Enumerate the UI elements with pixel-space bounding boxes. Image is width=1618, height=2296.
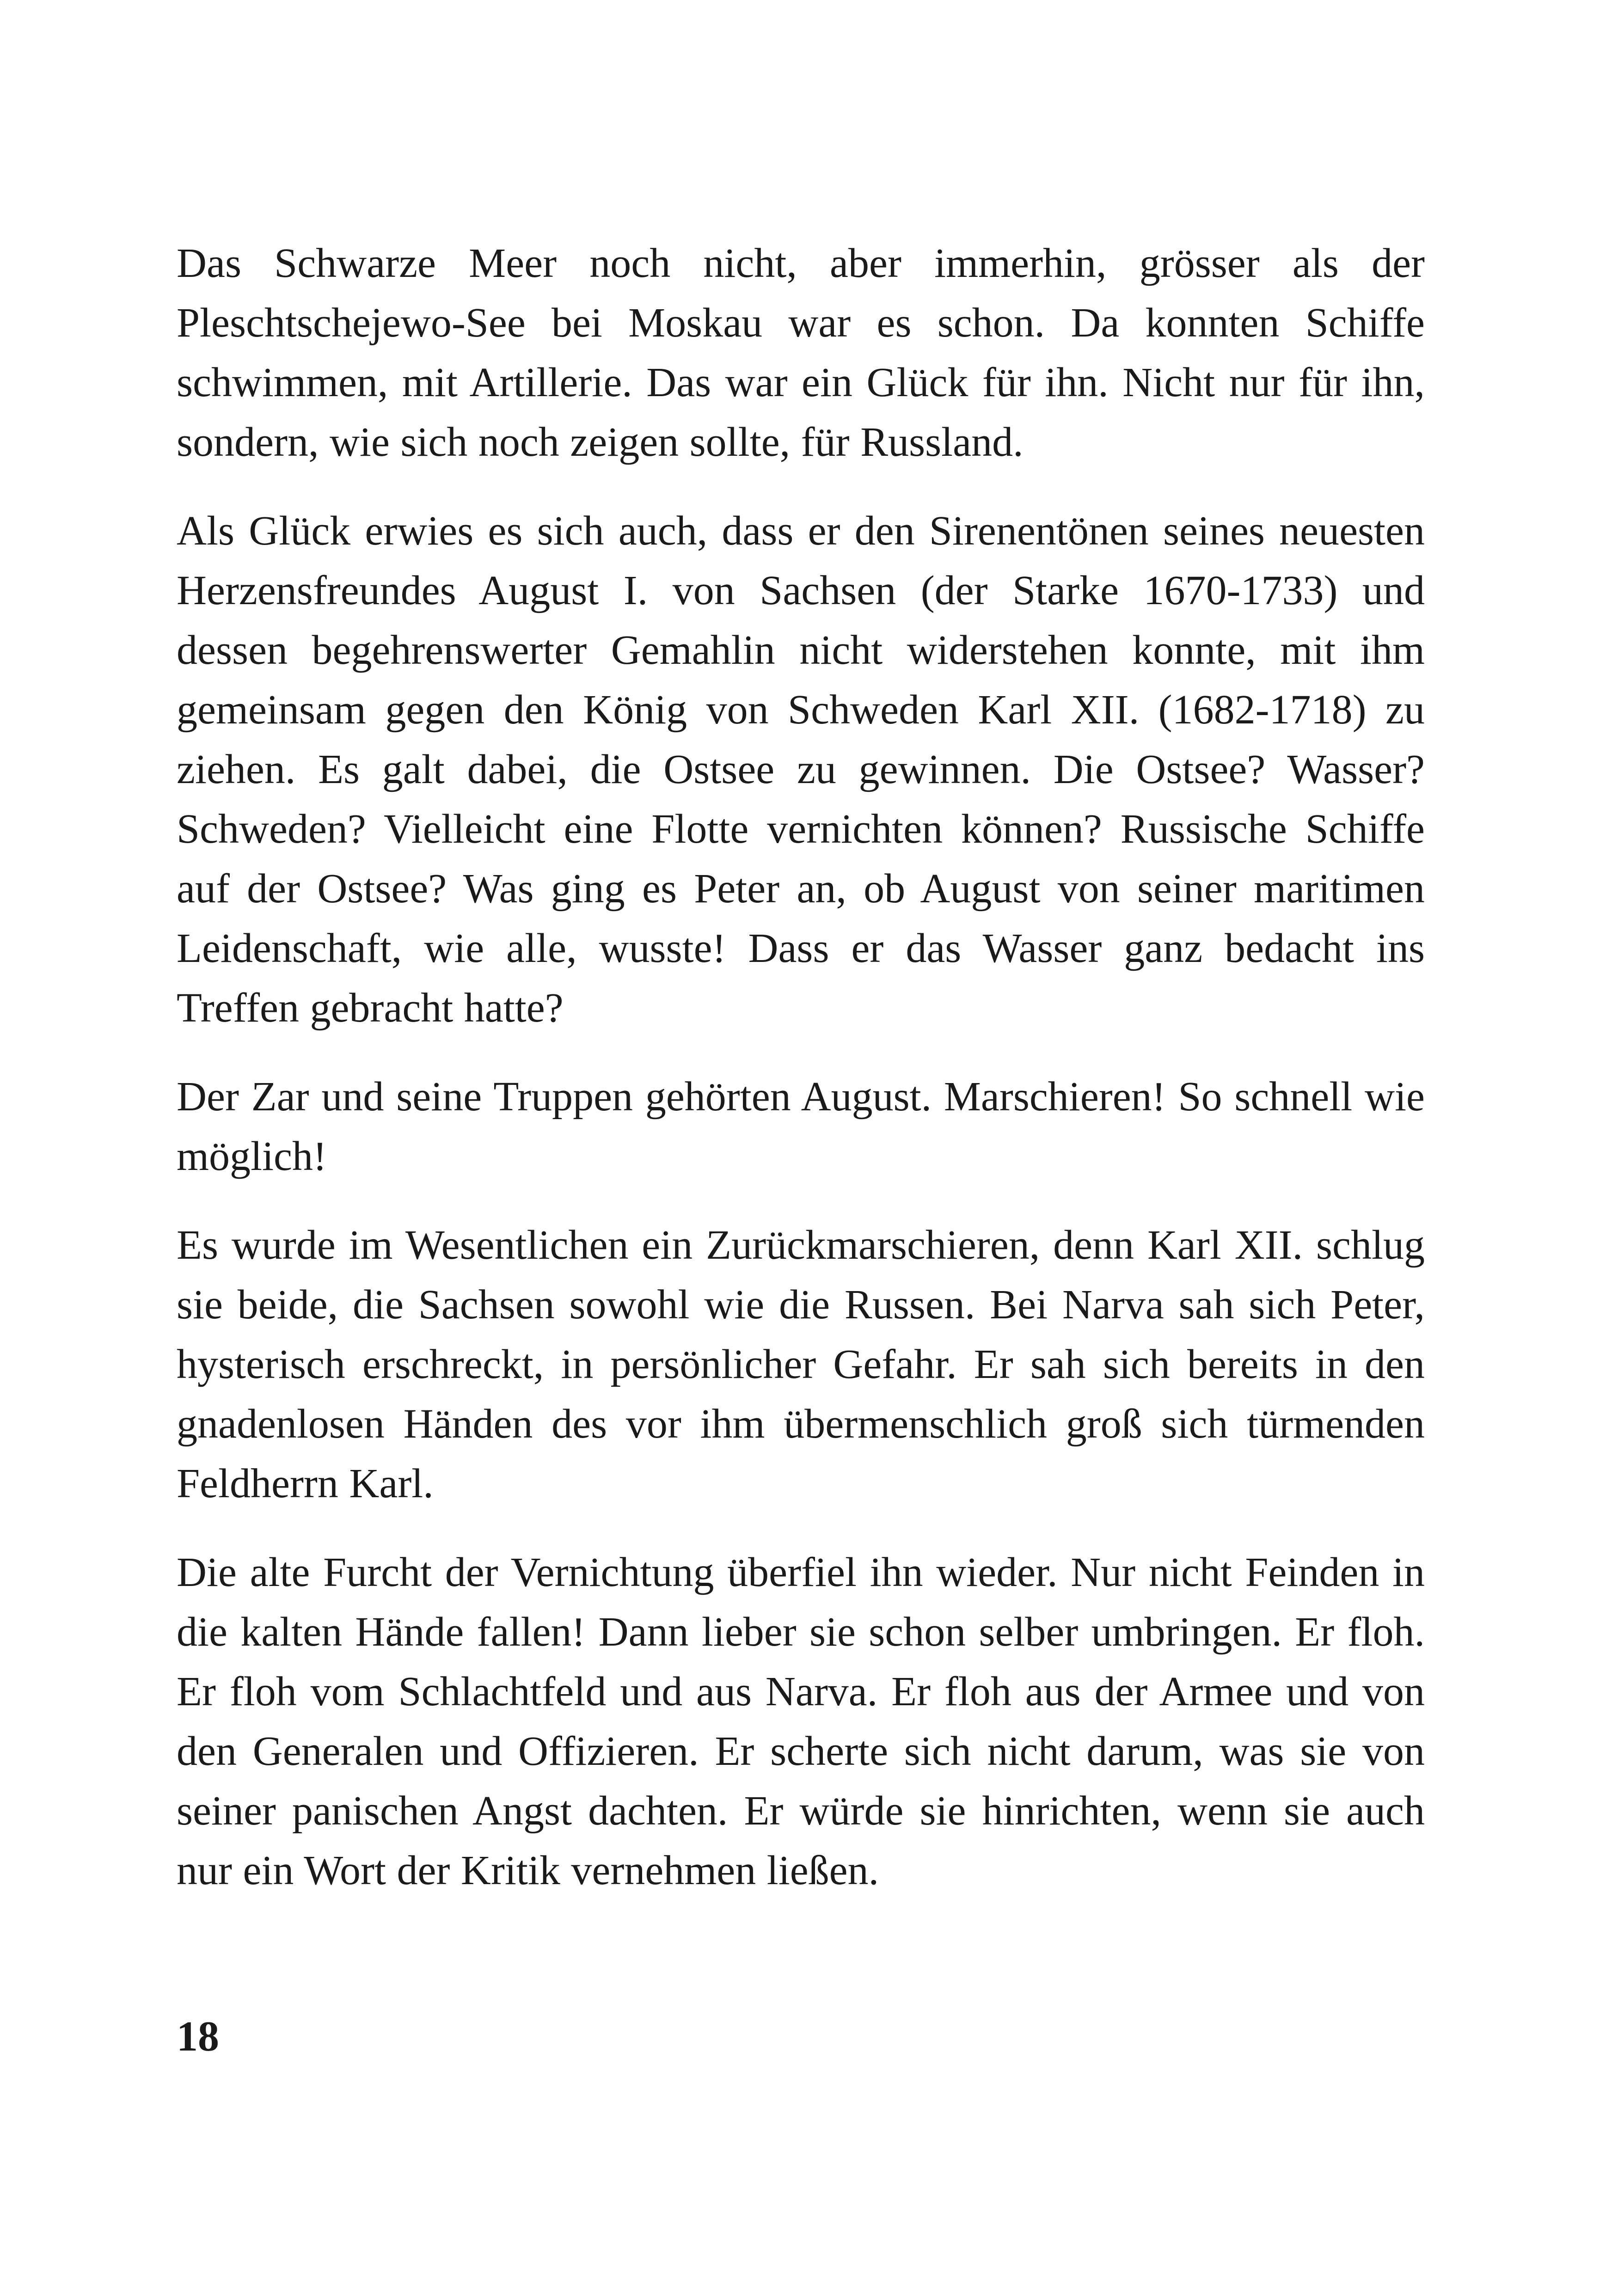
paragraph: Das Schwarze Meer noch nicht, aber immerhin, grösser als der Pleschtschejewo-See bei Moskau war es schon. Da konnten Schiffe schwimmen, mit Artillerie. Das war ein Glück für ihn. Nicht nur für ihn, sondern, wie sich noch zeigen sollte, für Russland. [177,240,1425,465]
paragraph: Es wurde im Wesentlichen ein Zurückmarschieren, denn Karl XII. schlug sie beide, die Sachsen sowohl wie die Russen. Bei Narva sah sich Peter, hysterisch erschreckt, in persönlicher Gefahr. Er sah sich bereits in den gnadenlosen Händen des vor ihm übermenschlich groß sich türmenden Feldherrn Karl. [177,1222,1425,1506]
paragraph: Der Zar und seine Truppen gehörten August. Marschieren! So schnell wie möglich! [177,1074,1425,1179]
page-number: 18 [177,2013,219,2060]
body-text [177,233,1425,1900]
paragraph: Als Glück erwies es sich auch, dass er den Sirenentönen seines neuesten Herzensfreundes August I. von Sachsen (der Starke 1670-1733) und dessen begehrenswerter Gemahlin nicht widerstehen konnte, mit ihm gemeinsam gegen den König von Schweden Karl XII. (1682-1718) zu ziehen. Es galt dabei, die Ostsee zu gewinnen. Die Ostsee? Wasser? Schweden? Vielleicht eine Flotte vernichten können? Russische Schiffe auf der Ostsee? Was ging es Peter an, ob August von seiner maritimen Leidenschaft, wie alle, wusste! Dass er das Wasser ganz bedacht ins Treffen gebracht hatte? [177,508,1425,1031]
paragraph: Die alte Furcht der Vernichtung überfiel ihn wieder. Nur nicht Feinden in die kalten Hände fallen! Dann lieber sie schon selber umbringen. Er floh. Er floh vom Schlachtfeld und aus Narva. Er floh aus der Armee und von den Generalen und Offizieren. Er scherte sich nicht darum, was sie von seiner panischen Angst dachten. Er würde sie hinrichten, wenn sie auch nur ein Wort der Kritik vernehmen ließen. [177,1549,1425,1893]
